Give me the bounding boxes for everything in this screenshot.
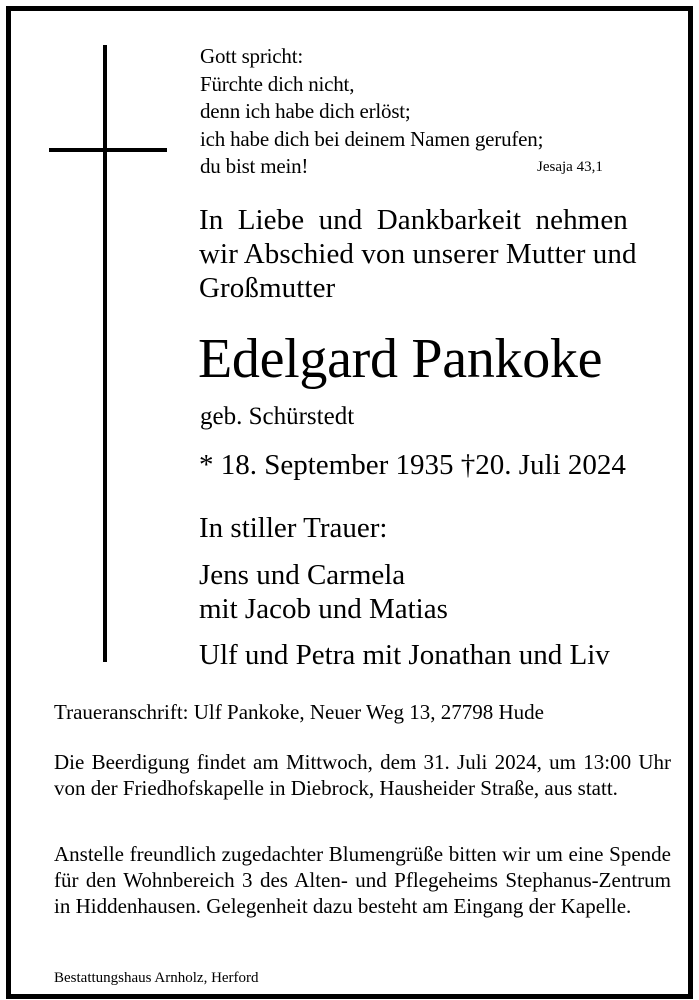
death-date: 20. Juli 2024 (475, 449, 626, 481)
mourning-address: Traueranschrift: Ulf Pankoke, Neuer Weg 13, 27798 Hude (54, 700, 544, 724)
verse-line: denn ich habe dich erlöst; (200, 99, 411, 123)
mourning-heading: In stiller Trauer: (199, 512, 388, 544)
family-line: mit Jacob und Matias (199, 593, 448, 625)
verse-line: du bist mein! (200, 154, 309, 178)
family-line: Ulf und Petra mit Jonathan und Liv (199, 639, 610, 671)
maiden-name: geb. Schürstedt (200, 403, 355, 430)
death-cross-icon: † (460, 449, 476, 481)
undertaker: Bestattungshaus Arnholz, Herford (54, 970, 259, 986)
life-dates (199, 447, 626, 483)
birth-date: * 18. September 1935 (199, 449, 454, 481)
bible-verse (200, 43, 543, 181)
family-group (199, 558, 448, 626)
deceased-name: Edelgard Pankoke (198, 328, 603, 390)
funeral-info: Die Beerdigung findet am Mittwoch, dem 31. Juli 2024, um 13:00 Uhr von der Friedhofskapelle in Diebrock, Hausheider Straße, aus statt. (54, 750, 671, 800)
obituary-notice (6, 6, 693, 999)
cross-icon (103, 45, 107, 662)
donation-info: Anstelle freundlich zugedachter Blumengrüße bitten wir um eine Spende für den Wohnbereich 3 des Alten- und Pflegeheims Stephanus-Zentrum in Hiddenhausen. Gelegenheit dazu besteht am Eingang der Kapelle. (54, 842, 671, 918)
cross-icon-beam (49, 148, 167, 152)
verse-line: Fürchte dich nicht, (200, 71, 355, 96)
intro-line: Großmutter (199, 272, 336, 304)
intro-line: In Liebe und Dankbarkeit nehmen (199, 204, 628, 236)
family-line: Jens und Carmela (199, 559, 406, 591)
verse-line: ich habe dich bei deinem Namen gerufen; (200, 126, 544, 151)
intro-text (199, 203, 637, 305)
verse-line: Gott spricht: (200, 44, 303, 68)
intro-line: wir Abschied von unserer Mutter und (199, 238, 637, 270)
verse-reference: Jesaja 43,1 (537, 159, 603, 175)
